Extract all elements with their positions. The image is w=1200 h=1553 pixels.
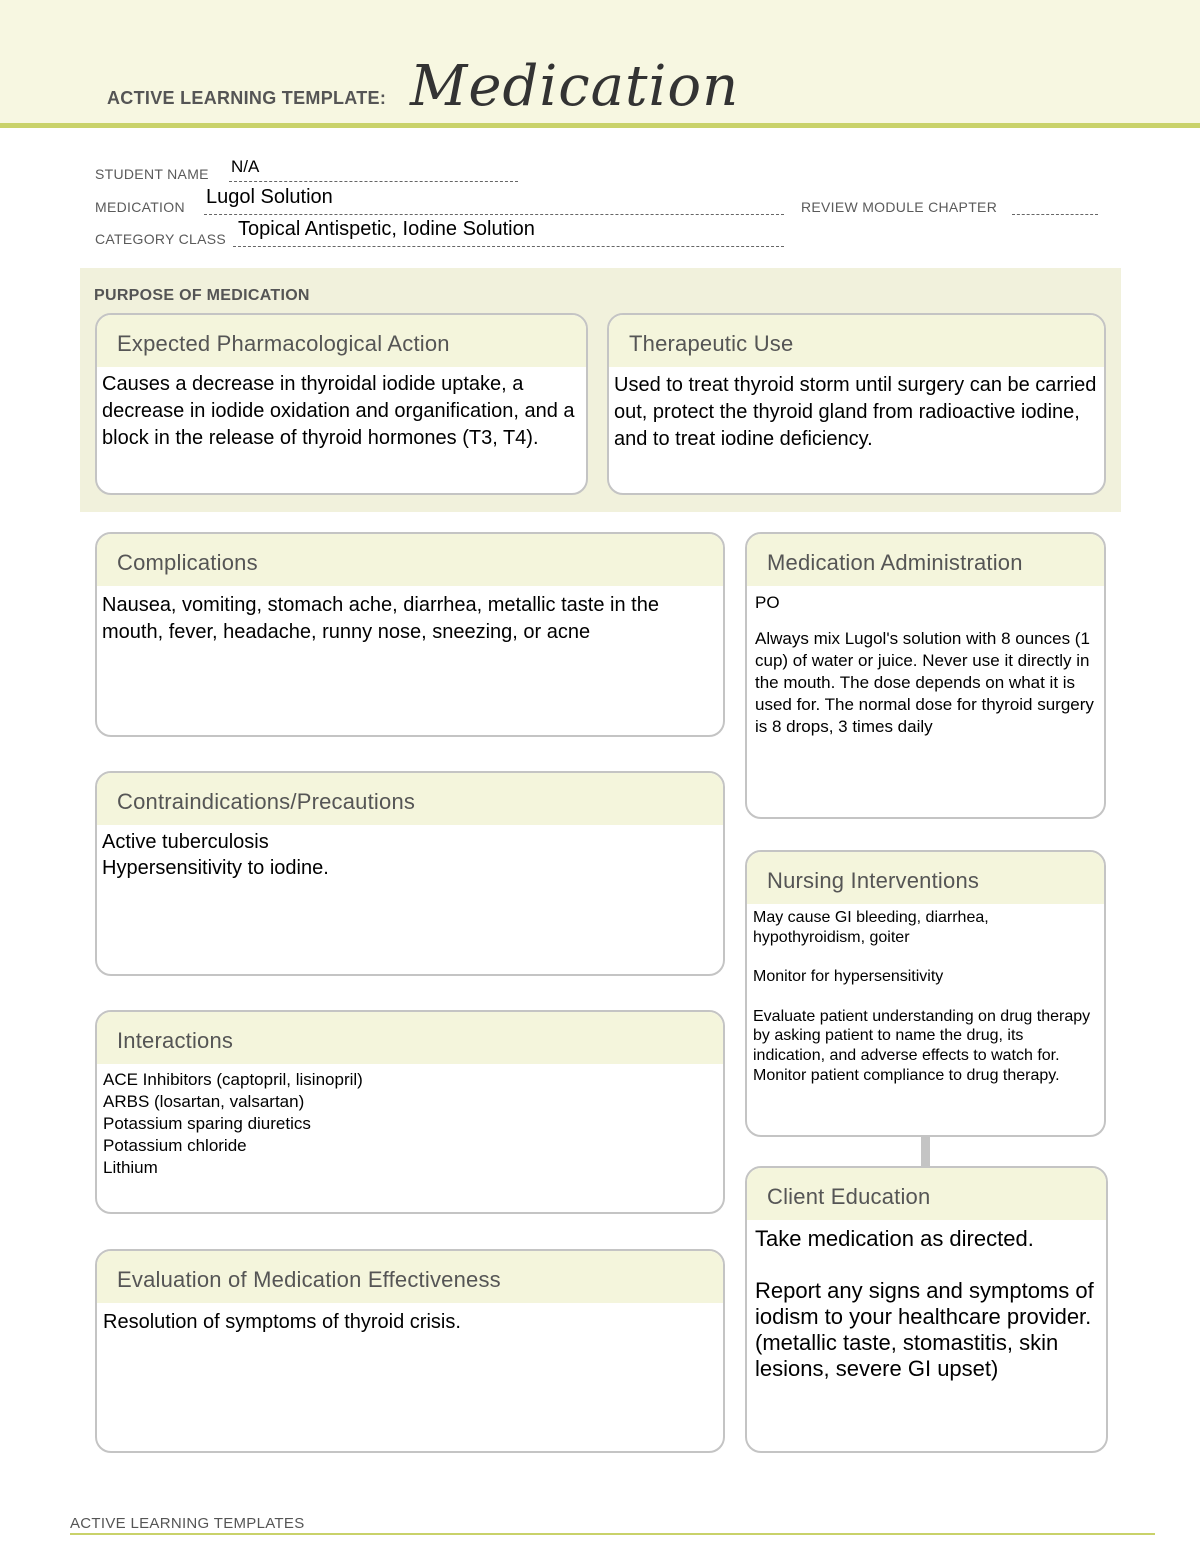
evaluation-text[interactable]: Resolution of symptoms of thyroid crisis. <box>103 1311 461 1333</box>
evaluation-title: Evaluation of Medication Effectiveness <box>97 1251 723 1303</box>
purpose-title: PURPOSE OF MEDICATION <box>94 287 310 304</box>
footer-label: ACTIVE LEARNING TEMPLATES <box>70 1515 305 1532</box>
nursing-interventions-title: Nursing Interventions <box>747 852 1104 904</box>
header-rule <box>0 123 1200 128</box>
evaluation-box <box>95 1249 725 1453</box>
contraindications-text[interactable]: Active tuberculosis Hypersensitivity to iodine. <box>102 831 329 879</box>
client-education-box <box>745 1166 1108 1453</box>
nursing-interventions-box <box>745 850 1106 1137</box>
category-class-line <box>233 246 784 247</box>
administration-text[interactable]: Always mix Lugol's solution with 8 ounces (1 cup) of water or juice. Never use it directly in the mouth. The dose depends on what it is used for. The normal dose for thyroid surgery is 8 drops, 3 times daily <box>755 629 1094 736</box>
expected-action-text[interactable]: Causes a decrease in thyroidal iodide uptake, a decrease in iodide oxidation and organification, and a block in the release of thyroid hormones (T3, T4). <box>102 373 575 449</box>
contraindications-box <box>95 771 725 976</box>
nursing-interventions-text[interactable]: May cause GI bleeding, diarrhea, hypothyroidism, goiter Monitor for hypersensitivity Evaluate patient understanding on drug therapy by asking patient to name the drug, its indication, and adverse effects to watch for. Monitor patient compliance to drug therapy. <box>753 909 1091 1084</box>
review-module-label: REVIEW MODULE CHAPTER <box>801 199 998 215</box>
interactions-text[interactable]: ACE Inhibitors (captopril, lisinopril) ARBS (losartan, valsartan) Potassium sparing diuretics Potassium chloride Lithium <box>103 1070 363 1177</box>
medication-line <box>204 214 784 215</box>
client-education-text[interactable]: Take medication as directed. Report any signs and symptoms of iodism to your healthcare provider. (metallic taste, stomastitis, skin lesions, severe GI upset) <box>755 1226 1094 1381</box>
student-name-line <box>229 181 518 182</box>
review-module-line <box>1012 214 1098 215</box>
student-name-label: STUDENT NAME <box>95 166 209 182</box>
contraindications-title: Contraindications/Precautions <box>97 773 723 825</box>
interactions-box <box>95 1010 725 1214</box>
category-class-label: CATEGORY CLASS <box>95 231 227 247</box>
category-class-value[interactable]: Topical Antispetic, Iodine Solution <box>238 218 535 240</box>
complications-title: Complications <box>97 534 723 586</box>
expected-action-title: Expected Pharmacological Action <box>97 315 586 367</box>
medication-value[interactable]: Lugol Solution <box>206 186 333 208</box>
template-label: ACTIVE LEARNING TEMPLATE: <box>107 88 387 108</box>
administration-title: Medication Administration <box>747 534 1104 586</box>
complications-text[interactable]: Nausea, vomiting, stomach ache, diarrhea, metallic taste in the mouth, fever, headache, runny nose, sneezing, or acne <box>102 594 659 643</box>
medication-label: MEDICATION <box>95 199 185 215</box>
client-education-title: Client Education <box>747 1168 1106 1220</box>
footer-rule <box>70 1533 1155 1535</box>
student-name-value[interactable]: N/A <box>231 157 260 176</box>
therapeutic-use-box <box>607 313 1106 495</box>
complications-box <box>95 532 725 737</box>
therapeutic-use-title: Therapeutic Use <box>609 315 1104 367</box>
administration-box <box>745 532 1106 819</box>
therapeutic-use-text[interactable]: Used to treat thyroid storm until surgery can be carried out, protect the thyroid gland from radioactive iodine, and to treat iodine deficiency. <box>614 374 1097 450</box>
interactions-title: Interactions <box>97 1012 723 1064</box>
administration-route[interactable]: PO <box>755 593 780 612</box>
box-connector <box>921 1136 930 1166</box>
page-title: Medication <box>410 54 740 119</box>
expected-action-box <box>95 313 588 495</box>
